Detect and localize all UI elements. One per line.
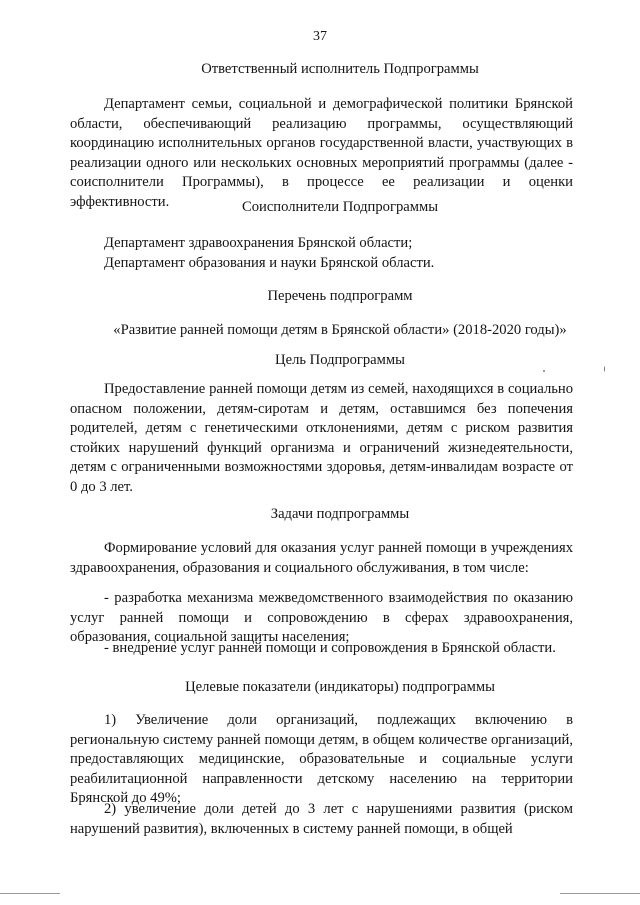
- task-item: - разработка механизма межведомственного взаимодействия по оказанию услуг ранней помощи и сопровождению в сферах здравоохранения, образования, социальной защиты населения;: [70, 590, 573, 646]
- responsible-heading: Ответственный исполнитель Подпрограммы: [201, 61, 479, 77]
- goal-paragraph: Предоставление ранней помощи детям из семей, находящихся в социально опасном положении, детям-сиротам и детям, оставшимся без попечения родителей, детям с генетическими отклонениями, детям с риском развития стойких нарушений функций организма и ограничений жизнедеятельности, детям с ограниченными возможностями здоровья, детям-инвалидам возрасте от 0 до 3 лет.: [70, 381, 573, 495]
- subprogram-title: «Развитие ранней помощи детям в Брянской области» (2018-2020 годы)»: [113, 322, 567, 338]
- indicator-item: 1) Увеличение доли организаций, подлежащих включению в региональную систему ранней помощи детям, в общем количестве организаций, предоставляющих медицинские, образовательные и социальные услуги реабилитационной направленности детскому населению на территории Брянской до 49%;: [70, 712, 573, 807]
- tasks-heading: Задачи подпрограммы: [270, 506, 410, 522]
- scan-edge-line: [560, 893, 640, 894]
- page-number: 37: [313, 29, 327, 44]
- indicator-item: 2) увеличение доли детей до 3 лет с нарушениями развития (риском нарушений развития), включенных в систему ранней помощи, в общей: [70, 801, 573, 837]
- scan-edge-line: [0, 893, 60, 894]
- responsible-paragraph: Департамент семьи, социальной и демографической политики Брянской области, обеспечивающий реализацию программы, осуществляющий координацию исполнительных органов государственной власти, участвующих в реализации одного или нескольких основных мероприятий программы (далее - соисполнители Программы), в процессе ее реализации и оценки эффективности.: [70, 96, 573, 210]
- scan-speck: [543, 370, 545, 372]
- goal-heading: Цель Подпрограммы: [275, 352, 405, 368]
- coexecutor-item: Департамент здравоохранения Брянской области;: [104, 235, 413, 251]
- indicators-heading: Целевые показатели (индикаторы) подпрограммы: [185, 679, 495, 695]
- subprograms-list-heading: Перечень подпрограмм: [267, 288, 413, 304]
- coexecutor-item: Департамент образования и науки Брянской области.: [104, 255, 435, 271]
- tasks-intro-paragraph: Формирование условий для оказания услуг ранней помощи в учреждениях здравоохранения, образования и социального обслуживания, в том числе:: [70, 540, 573, 576]
- coexecutors-heading: Соисполнители Подпрограммы: [241, 199, 438, 215]
- scan-speck: [604, 366, 605, 372]
- task-item: - внедрение услуг ранней помощи и сопровождения в Брянской области.: [104, 640, 556, 656]
